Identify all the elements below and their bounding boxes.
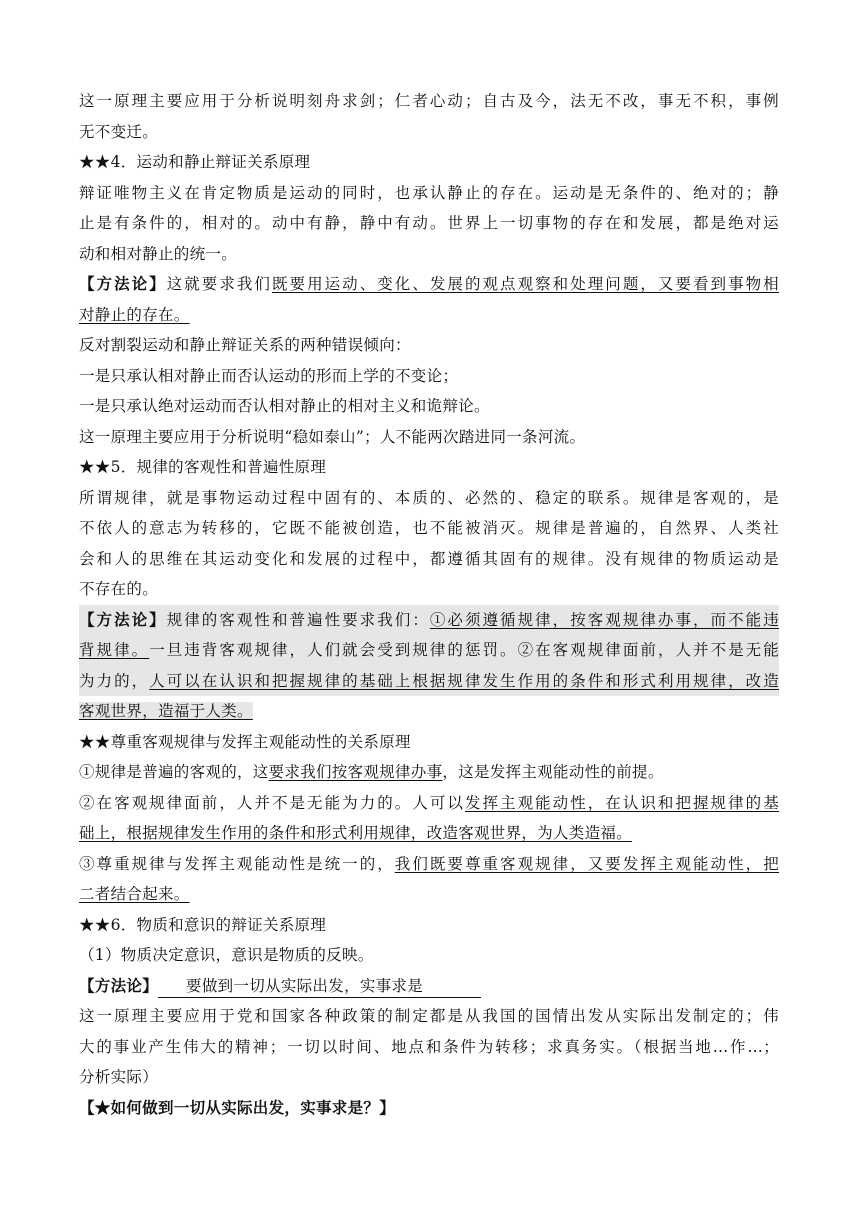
methodology-line [79,696,779,727]
methodology-label: 【方法论】 [79,975,159,995]
paragraph-line: 大的事业产生伟大的精神；一切以时间、地点和条件为转移；求真务实。（根据当地…作…； [79,1037,779,1056]
paragraph-line: 动和相对静止的统一。 [79,244,238,263]
methodology-line [79,300,779,331]
methodology-text: 这就要求我们 [166,275,272,293]
methodology-line [79,635,779,666]
underlined-text: ①必须遵循规律，按客观规律办事，而不能违 [429,610,779,629]
underlined-text: 既要用运动、变化、发展的观点观察和处理问题，又要看到事物相 [271,275,779,293]
paragraph-line: 会和人的思维在其运动变化和发展的过程中，都遵循其固有的规律。没有规律的物质运动是 [79,549,779,568]
paragraph-text: ②在客观规律面前，人并不是无能为力的。人可以 [79,793,465,812]
methodology-text: 为力的， [79,671,150,690]
paragraph-line: 所谓规律，就是事物运动过程中固有的、本质的、必然的、稳定的联系。规律是客观的，是 [79,488,779,507]
methodology-label: 【方法论】 [79,274,167,293]
fill-in-blank-answer: 要做到一切从实际出发，实事求是 [158,975,481,998]
paragraph-line: 反对割裂运动和静止辩证关系的两种错误倾向： [79,336,411,354]
section-heading-4: ★★4．运动和静止辩证关系原理 [79,153,311,171]
methodology-line [79,666,779,697]
paragraph-line [79,757,779,788]
paragraph-line: 分析实际） [79,1068,159,1086]
paragraph-text: ，这是发挥主观能动性的前提。 [442,763,664,781]
paragraph-line [79,879,779,910]
underlined-text: 要求我们按客观规律办事 [268,763,443,781]
underlined-text: 对静止的存在。 [79,305,190,324]
section-heading-relation: ★★尊重客观规律与发挥主观能动性的关系原理 [79,732,411,751]
underlined-text: 础上，根据规律发生作用的条件和形式利用规律，改造客观世界，为人类造福。 [79,824,633,842]
paragraph-line: 不存在的。 [79,580,159,598]
paragraph-line: 止是有条件的，相对的。动中有静，静中有动。世界上一切事物的存在和发展，都是绝对运 [79,214,779,232]
paragraph-line: 这一原理主要应用于党和国家各种政策的制定都是从我国的国情出发从实际出发制定的；伟 [79,1007,779,1025]
methodology-text: 规律的客观性和普遍性要求我们： [166,610,430,629]
underlined-text: 客观世界，造福于人类。 [79,702,253,720]
paragraph-text: ①规律是普遍的客观的，这 [79,763,269,781]
paragraph-line: 这一原理主要应用于分析说明“稳如泰山”；人不能两次踏进同一条河流。 [79,427,586,446]
methodology-line [79,605,779,636]
document-page [79,86,779,1123]
underlined-text: 背规律。 [79,641,150,659]
methodology-line [79,269,779,300]
paragraph-line [79,818,779,849]
paragraph-line: 辩证唯物主义在肯定物质是运动的同时，也承认静止的存在。运动是无条件的、绝对的；静 [79,183,779,202]
paragraph-line: 这一原理主要应用于分析说明刻舟求剑；仁者心动；自古及今，法无不改，事无不积，事例 [79,92,779,110]
question-heading: 【★如何做到一切从实际出发，实事求是？】 [79,1097,396,1117]
paragraph-line: 不依人的意志为转移的，它既不能被创造，也不能被消灭。规律是普遍的，自然界、人类社 [79,519,779,537]
paragraph-line: 一是只承认相对静止而否认运动的形而上学的不变论； [79,366,459,385]
underlined-text: 人可以在认识和把握规律的基础上根据规律发生作用的条件和形式利用规律，改造 [149,671,780,690]
underlined-text: 二者结合起来。 [79,885,190,903]
underlined-text: 发挥主观能动性，在认识和把握规律的基 [464,793,779,812]
section-heading-6: ★★6．物质和意识的辩证关系原理 [79,915,327,934]
section-heading-5: ★★5．规律的客观性和普遍性原理 [79,458,327,476]
underlined-text: 我们既要尊重客观规律，又要发挥主观能动性，把 [394,854,779,873]
paragraph-line: 无不变迁。 [79,122,159,141]
paragraph-text: ③尊重规律与发挥主观能动性是统一的， [79,854,395,873]
methodology-label: 【方法论】 [79,609,167,629]
paragraph-line: 一是只承认绝对运动而否认相对静止的相对主义和诡辩论。 [79,397,490,415]
paragraph-line [79,849,779,880]
paragraph-line [79,788,779,819]
paragraph-line: （1）物质决定意识，意识是物质的反映。 [79,946,374,964]
methodology-line [79,971,779,1002]
methodology-text: 一旦违背客观规律，人们就会受到规律的惩罚。②在客观规律面前，人并不是无能 [149,641,780,659]
